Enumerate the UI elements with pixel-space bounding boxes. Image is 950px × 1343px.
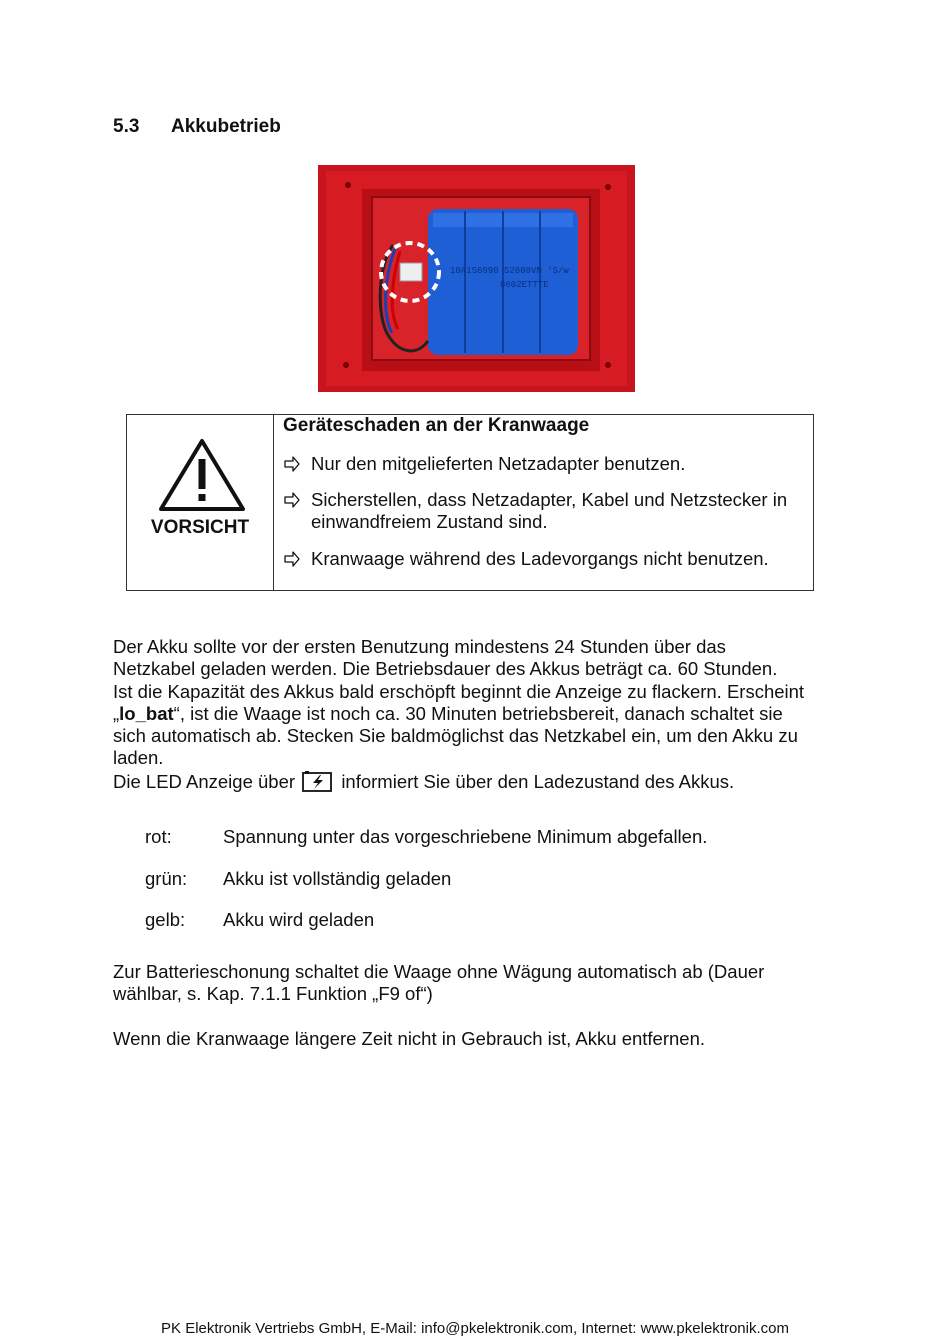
state-desc: Akku ist vollständig geladen xyxy=(223,868,452,889)
state-desc: Akku wird geladen xyxy=(223,909,375,930)
text-line: Netzkabel geladen werden. Die Betriebsdauer des Akkus beträgt ca. 60 Stunden. xyxy=(113,658,778,680)
paragraph-remove-battery: Wenn die Kranwaage längere Zeit nicht in Gebrauch ist, Akku entfernen. xyxy=(113,1028,706,1049)
section-heading xyxy=(113,116,281,138)
text-line: sich automatisch ab. Stecken Sie baldmöglichst das Netzkabel ein, um den Akku zu xyxy=(113,725,798,747)
paragraph-auto-off xyxy=(113,961,843,1006)
warning-item-text: Sicherstellen, dass Netzadapter, Kabel und Netzstecker in einwandfreiem Zustand sind. xyxy=(311,489,788,532)
warning-symbol-cell xyxy=(127,415,274,590)
warning-box xyxy=(126,414,814,591)
state-term: rot: xyxy=(145,826,172,847)
state-term: grün: xyxy=(145,868,188,889)
hollow-arrow-icon xyxy=(283,490,301,510)
state-term: gelb: xyxy=(145,909,186,930)
battery-charge-icon xyxy=(302,770,334,792)
battery-compartment-photo xyxy=(318,165,635,392)
text-line: Zur Batterieschonung schaltet die Waage ohne Wägung automatisch ab (Dauer xyxy=(113,961,765,982)
text-line: Der Akku sollte vor der ersten Benutzung mindestens 24 Stunden über das xyxy=(113,636,726,657)
section-number: 5.3 xyxy=(113,116,140,137)
text-line xyxy=(113,703,843,725)
led-line xyxy=(113,770,843,793)
text-line: wählbar, s. Kap. 7.1.1 Funktion „F9 of“) xyxy=(113,983,433,1005)
state-desc: Spannung unter das vorgeschriebene Minimum abgefallen. xyxy=(223,826,708,847)
warning-item xyxy=(283,453,821,475)
warning-item xyxy=(283,489,821,533)
battery-label-line1: 10A1S6990 S2608VN 'S/w xyxy=(450,266,569,276)
warning-title: Geräteschaden an der Kranwaage xyxy=(283,415,590,436)
lobat-term: lo_bat xyxy=(119,702,174,724)
warning-item-text: Kranwaage während des Ladevorgangs nicht benutzen. xyxy=(311,548,769,569)
section-title: Akkubetrieb xyxy=(171,116,281,137)
warning-item-text: Nur den mitgelieferten Netzadapter benutzen. xyxy=(311,453,686,474)
battery-label-line2: 8602ETTTE xyxy=(500,280,549,290)
hollow-arrow-icon xyxy=(283,454,301,474)
led-text-after: informiert Sie über den Ladezustand des Akkus. xyxy=(341,771,735,792)
warning-item xyxy=(283,548,821,570)
text-fragment: “, ist die Waage ist noch ca. 30 Minuten betriebsbereit, danach schaltet sie xyxy=(173,702,783,724)
warning-triangle-icon xyxy=(157,437,247,513)
text-line: Ist die Kapazität des Akkus bald erschöpft beginnt die Anzeige zu flackern. Erscheint xyxy=(113,680,805,702)
text-line: laden. xyxy=(113,747,164,769)
paragraph-charging xyxy=(113,636,843,770)
hollow-arrow-icon xyxy=(283,549,301,569)
led-text-before: Die LED Anzeige über xyxy=(113,771,296,792)
page-footer: PK Elektronik Vertriebs GmbH, E-Mail: info@pkelektronik.com, Internet: www.pkelektronik.com xyxy=(161,1320,789,1337)
quote-open: „ xyxy=(113,702,120,724)
warning-label: VORSICHT xyxy=(150,517,250,538)
